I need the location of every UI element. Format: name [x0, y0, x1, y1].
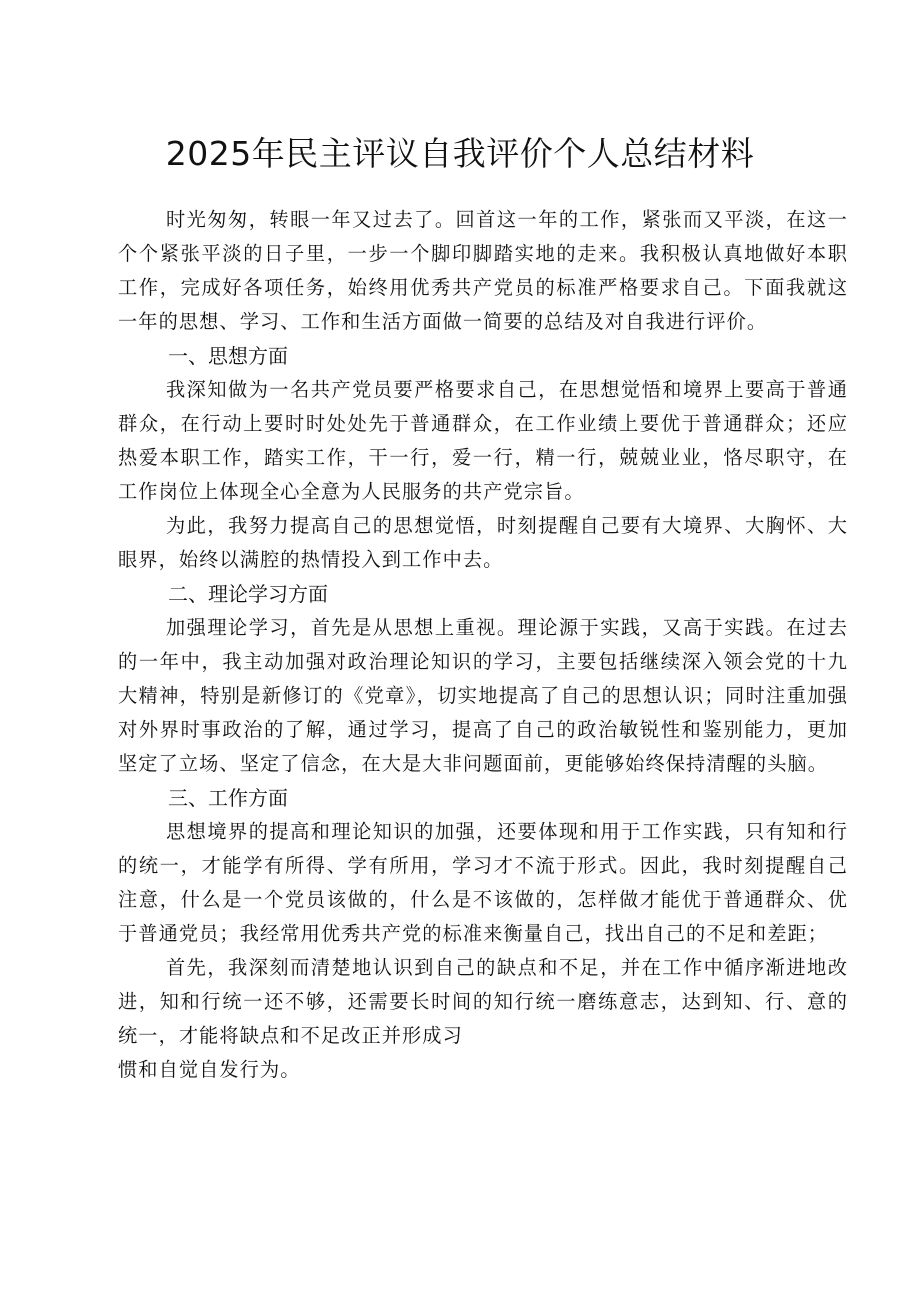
document-body [118, 203, 848, 1087]
theory-paragraph: 加强理论学习，首先是从思想上重视。理论源于实践，又高于实践。在过去的一年中，我主动加强对政治理论知识的学习，主要包括继续深入领会党的十九大精神，特别是新修订的《党章》，切实地提高了自己的思想认识；同时注重加强对外界时事政治的了解，通过学习，提高了自己的政治敏锐性和鉴别能力，更加坚定了立场、坚定了信念，在大是大非问题面前，更能够始终保持清醒的头脑。 [118, 616, 848, 775]
section-heading-theory: 二、理论学习方面 [168, 582, 328, 606]
thought-paragraph-2: 为此，我努力提高自己的思想觉悟，时刻提醒自己要有大境界、大胸怀、大眼界，始终以满腔的热情投入到工作中去。 [118, 514, 848, 571]
work-paragraph-continuation: 惯和自觉自发行为。 [118, 1058, 301, 1081]
section-heading-work: 三、工作方面 [168, 786, 288, 810]
intro-paragraph: 时光匆匆，转眼一年又过去了。回首这一年的工作，紧张而又平淡，在这一个个紧张平淡的日子里，一步一个脚印脚踏实地的走来。我积极认真地做好本职工作，完成好各项任务，始终用优秀共产党员的标准严格要求自己。下面我就这一年的思想、学习、工作和生活方面做一简要的总结及对自我进行评价。 [118, 208, 848, 333]
thought-paragraph-1: 我深知做为一名共产党员要严格要求自己，在思想觉悟和境界上要高于普通群众，在行动上要时时处处先于普通群众，在工作业绩上要优于普通群众；还应热爱本职工作，踏实工作，干一行，爱一行，精一行，兢兢业业，恪尽职守，在工作岗位上体现全心全意为人民服务的共产党宗旨。 [118, 378, 848, 503]
work-paragraph-1: 思想境界的提高和理论知识的加强，还要体现和用于工作实践，只有知和行的统一，才能学有所得、学有所用，学习才不流于形式。因此，我时刻提醒自己注意，什么是一个党员该做的，什么是不该做的，怎样做才能优于普通群众、优于普通党员；我经常用优秀共产党的标准来衡量自己，找出自己的不足和差距； [118, 820, 848, 945]
work-paragraph-2: 首先，我深刻而清楚地认识到自己的缺点和不足，并在工作中循序渐进地改进，知和行统一还不够，还需要长时间的知行统一磨练意志，达到知、行、意的统一，才能将缺点和不足改正并形成习 [118, 956, 848, 1047]
section-heading-thought: 一、思想方面 [168, 344, 288, 368]
document-title: 2025年民主评议自我评价个人总结材料 [165, 134, 755, 173]
